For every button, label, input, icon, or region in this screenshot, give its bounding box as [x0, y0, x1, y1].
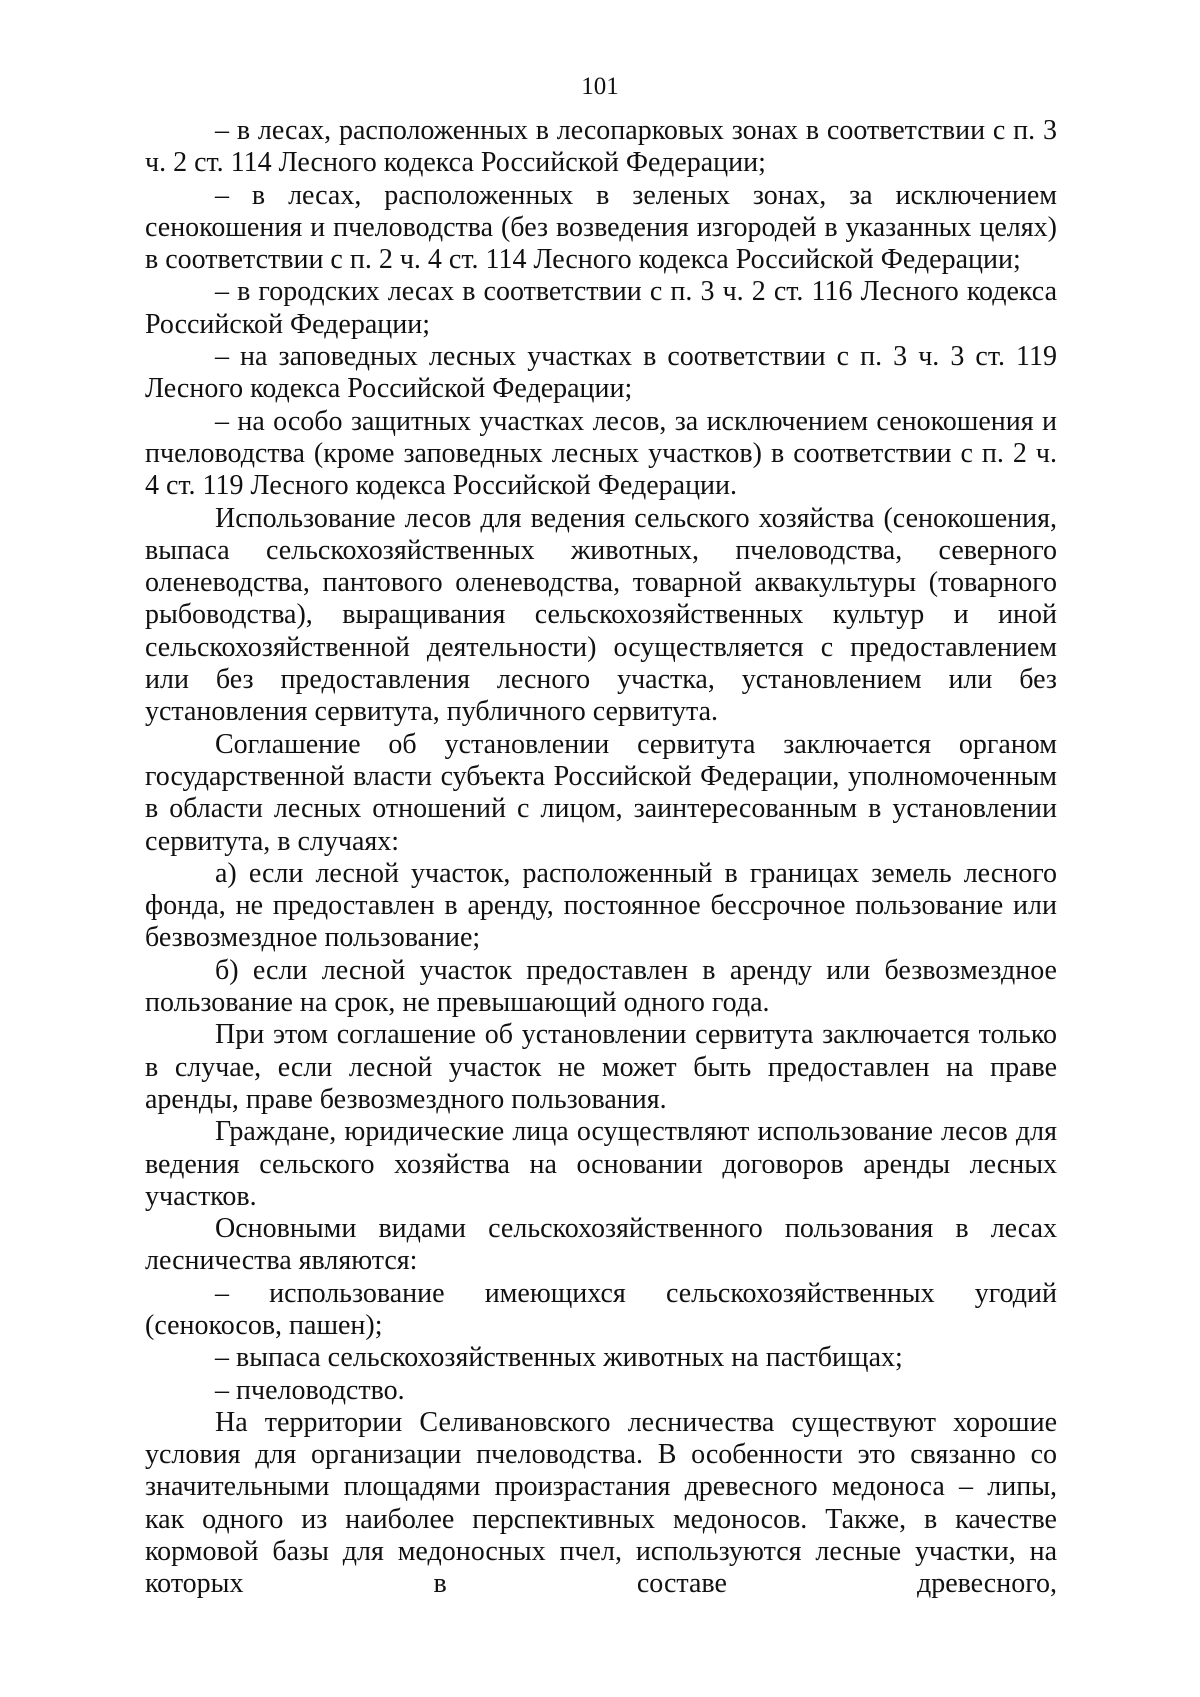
list-item-grazing: – выпаса сельскохозяйственных животных на пастбищах; — [215, 1342, 903, 1374]
paragraph-lease-basis: Граждане, юридические лица осуществляют использование лесов для ведения сельского хозяйства на основании договоров аренды лесных участков. — [145, 1116, 1057, 1212]
paragraph-servitude-agreement: Соглашение об установлении сервитута заключается органом государственной власти субъекта Российской Федерации, уполномоченным в области лесных отношений с лицом, заинтересованным в установлении сервитута, в случаях: — [145, 728, 1057, 857]
paragraph-urban-forests: – в городских лесах в соответствии с п. 3 ч. 2 ст. 116 Лесного кодекса Российской Федерации; — [145, 276, 1057, 340]
paragraph-agricultural-use: Использование лесов для ведения сельского хозяйства (сенокошения, выпаса сельскохозяйственных животных, пчеловодства, северного оленеводства, пантового оленеводства, товарной аквакультуры (товарного рыбоводства), выращивания сельскохозяйственных культур и иной сельскохозяйственной деятельности) осуществляется с предоставлением или без предоставления лесного участка, установлением или без установления сервитута, публичного сервитута. — [145, 502, 1057, 728]
paragraph-beekeeping-conditions: На территории Селивановского лесничества существуют хорошие условия для организации пчеловодства. В особенности это связанно со значительными площадями произрастания древесного медоноса – липы, как одного из наиболее перспективных медоносов. Также, в качестве кормовой базы для медоносных пчел, используются лесные участки, на которых в составе древесного, — [145, 1406, 1057, 1600]
paragraph-forest-park-zones: – в лесах, расположенных в лесопарковых зонах в соответствии с п. 3 ч. 2 ст. 114 Лесного кодекса Российской Федерации; — [145, 115, 1057, 179]
paragraph-case-b: б) если лесной участок предоставлен в аренду или безвозмездное пользование на срок, не превышающий одного года. — [145, 954, 1057, 1019]
list-item-beekeeping: – пчеловодство. — [215, 1374, 405, 1406]
paragraph-main-use-types: Основными видами сельскохозяйственного пользования в лесах лесничества являются: — [145, 1213, 1057, 1277]
paragraph-case-a: а) если лесной участок, расположенный в границах земель лесного фонда, не предоставлен в аренду, постоянное бессрочное пользование или безвозмездное пользование; — [145, 857, 1057, 954]
paragraph-servitude-condition: При этом соглашение об установлении сервитута заключается только в случае, если лесной участок не может быть предоставлен на праве аренды, праве безвозмездного пользования. — [145, 1019, 1057, 1115]
paragraph-reserved-plots: – на заповедных лесных участках в соответствии с п. 3 ч. 3 ст. 119 Лесного кодекса Российской Федерации; — [145, 341, 1057, 405]
page-number: 101 — [581, 73, 619, 100]
paragraph-protective-plots: – на особо защитных участках лесов, за исключением сенокошения и пчеловодства (кроме заповедных лесных участков) в соответствии с п. 2 ч. 4 ст. 119 Лесного кодекса Российской Федерации. — [145, 405, 1057, 502]
document-body — [145, 115, 1057, 1601]
paragraph-green-zones: – в лесах, расположенных в зеленых зонах, за исключением сенокошения и пчеловодства (без возведения изгородей в указанных целях) в соответствии с п. 2 ч. 4 ст. 114 Лесного кодекса Российской Федерации; — [145, 179, 1057, 276]
list-item-hayfields: – использование имеющихся сельскохозяйственных угодий (сенокосов, пашен); — [145, 1277, 1057, 1341]
